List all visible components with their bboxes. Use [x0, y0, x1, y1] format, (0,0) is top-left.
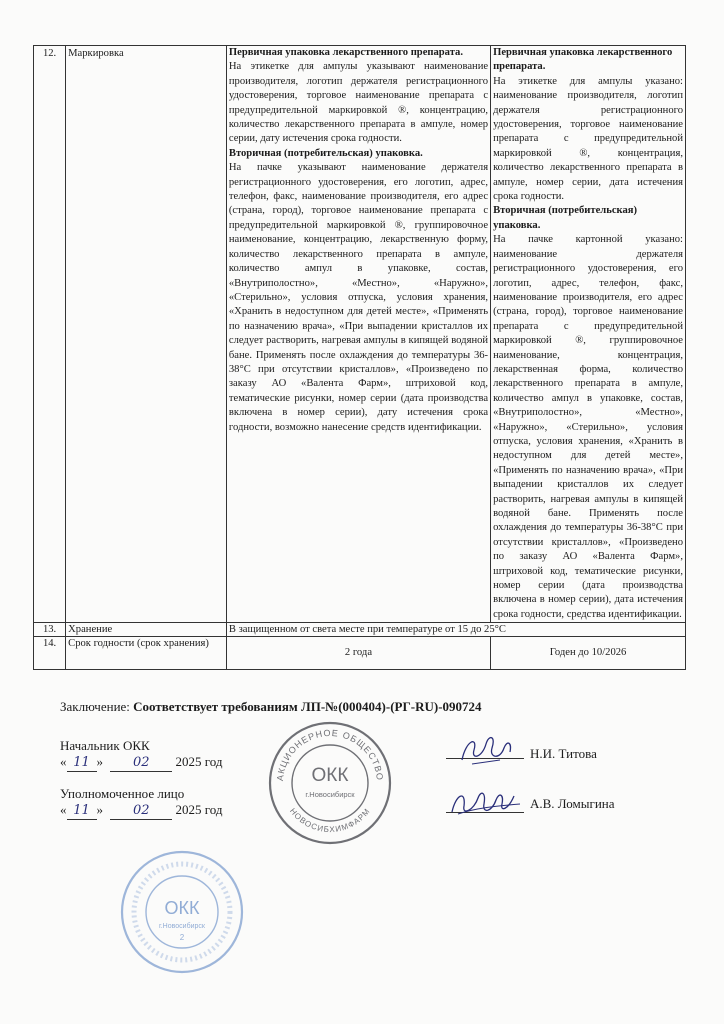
stamp-city: г.Новосибирск: [159, 923, 205, 930]
svg-text:НОВОСИБХИМФАРМ: [288, 806, 372, 834]
signer-name: А.В. Ломыгина: [530, 796, 615, 811]
shelf-life-result: Годен до 10/2026: [491, 637, 686, 670]
signer-role: Начальник ОКК: [60, 738, 150, 753]
results-text-primary: На этикетке для ампулы указано: наименование производителя, логотип держателя регистрационного удостоверения, торговое наименование препарата с предупредительной маркировкой ®, концентрация, количество лекарственного препарата в ампуле, номер серии, дата истечения срока годности.: [493, 75, 683, 203]
requirements-text-secondary: На пачке указывают наименование держателя регистрационного удостоверения, его логотип, адрес, телефон, факс, наименование производителя, его адрес (страна, город), торговое наименование препарата с предупредительной маркировкой ®, группировочное наименование, концентрацию, лекарственную форму, количество лекарственного препарата в ампуле, количество ампул в упаковке, состав, «Внутриполостно», «Местно», «Наружно», «Стерильно», условия отпуска, условия хранения, «Хранить в недоступном для детей месте», «Применять по назначению врача», «При выпадении кристаллов их следует растворить, нагревая ампулы в кипящей водяной бане. Применять после охлаждения до температуры 36-38°С при отсутствии кристаллов», «Произведено по заказу АО «Валента Фарм», штриховой код, тематические рисунки, номер серии (дата производства включена в номер серии), дату истечения срока годности, возможно нанесение средств идентификации.: [228, 162, 489, 433]
company-stamp: [263, 717, 397, 847]
signature-block-authorized: [60, 786, 223, 820]
signature-block-head: [60, 738, 223, 772]
requirements-cell: [226, 46, 490, 623]
table-row: [34, 46, 686, 623]
stamp-ring-top: АКЦИОНЕРНОЕ ОБЩЕСТВО: [274, 727, 386, 782]
date-day: 11: [67, 803, 97, 820]
results-text-secondary: На пачке картонной указано: наименование держателя регистрационного удостоверения, его логотип, адрес, телефон, факс, наименование производителя, его адрес (страна, город), торговое наименование препарата с предупредительной маркировкой ®, группировочное наименование, концентрация, лекарственная форма, количество лекарственного препарата в ампуле, количество ампул в упаковке, состав, «Внутриполостно», «Местно», «Наружно», «Стерильно», условия отпуска, условия хранения, «Хранить в недоступном для детей месте», «Применять по назначению врача», «При выпадении кристаллов их следует растворить, нагревая ампулы в кипящей водяной бане. Применять после охлаждения до температуры 36-38°С при отсутствии кристаллов», «Произведено по заказу АО «Валента Фарм», штриховой код, тематические рисунки, номер серии (дата производства включена в номер серии), дата истечения срока годности, средства идентификации.: [493, 234, 683, 620]
stamp-ring-bottom: НОВОСИБХИМФАРМ: [287, 806, 373, 835]
handwritten-signature: [452, 730, 522, 770]
date-month: 02: [110, 755, 172, 772]
row-number: 13.: [34, 623, 66, 637]
row-number: 14.: [34, 637, 66, 670]
stamp-center-text: ОКК: [164, 898, 200, 918]
spec-table: [33, 45, 686, 670]
date-month: 02: [110, 803, 172, 820]
signer-name: Н.И. Титова: [530, 746, 597, 761]
row-name: Срок годности (срок хранения): [66, 637, 227, 670]
stamp-center-text: ОКК: [311, 765, 349, 786]
results-heading-secondary: Вторичная (потребительская) упаковка.: [493, 205, 638, 231]
row-name: Маркировка: [66, 46, 227, 623]
storage-value: В защищенном от света месте при температуре от 15 до 25°С: [226, 623, 685, 637]
conclusion: [60, 699, 482, 715]
blue-stamp: [116, 846, 248, 978]
signature-date: « 11 » 02 2025 год: [60, 802, 223, 818]
row-number: 12.: [34, 46, 66, 623]
shelf-life-requirement: 2 года: [226, 637, 490, 670]
date-day: 11: [67, 755, 97, 772]
requirements-text-primary: На этикетке для ампулы указывают наименование производителя, логотип держателя регистрационного удостоверения, торговое наименование препарата с предупредительной маркировкой ®, концентрацию, количество лекарственного препарата в ампуле, номер серии, дату истечения срока годности.: [228, 61, 489, 145]
date-year: 2025 год: [175, 802, 223, 817]
stamp-number: 2: [179, 933, 185, 942]
conclusion-value: Соответствует требованиям ЛП-№(000404)-(РГ-RU)-090724: [133, 699, 482, 714]
signer-role: Уполномоченное лицо: [60, 786, 185, 801]
table-row: [34, 623, 686, 637]
results-heading-primary: Первичная упаковка лекарственного препарата.: [493, 47, 673, 73]
requirements-heading-primary: Первичная упаковка лекарственного препарата.: [228, 47, 463, 58]
table-row: [34, 637, 686, 670]
requirements-heading-secondary: Вторичная (потребительская) упаковка.: [228, 147, 423, 159]
row-name: Хранение: [66, 623, 227, 637]
results-cell: [491, 46, 686, 623]
signature-date: « 11 » 02 2025 год: [60, 754, 223, 770]
stamp-city: г.Новосибирск: [305, 790, 355, 799]
conclusion-label: Заключение:: [60, 699, 130, 714]
date-year: 2025 год: [175, 754, 223, 769]
handwritten-signature: [446, 784, 526, 820]
